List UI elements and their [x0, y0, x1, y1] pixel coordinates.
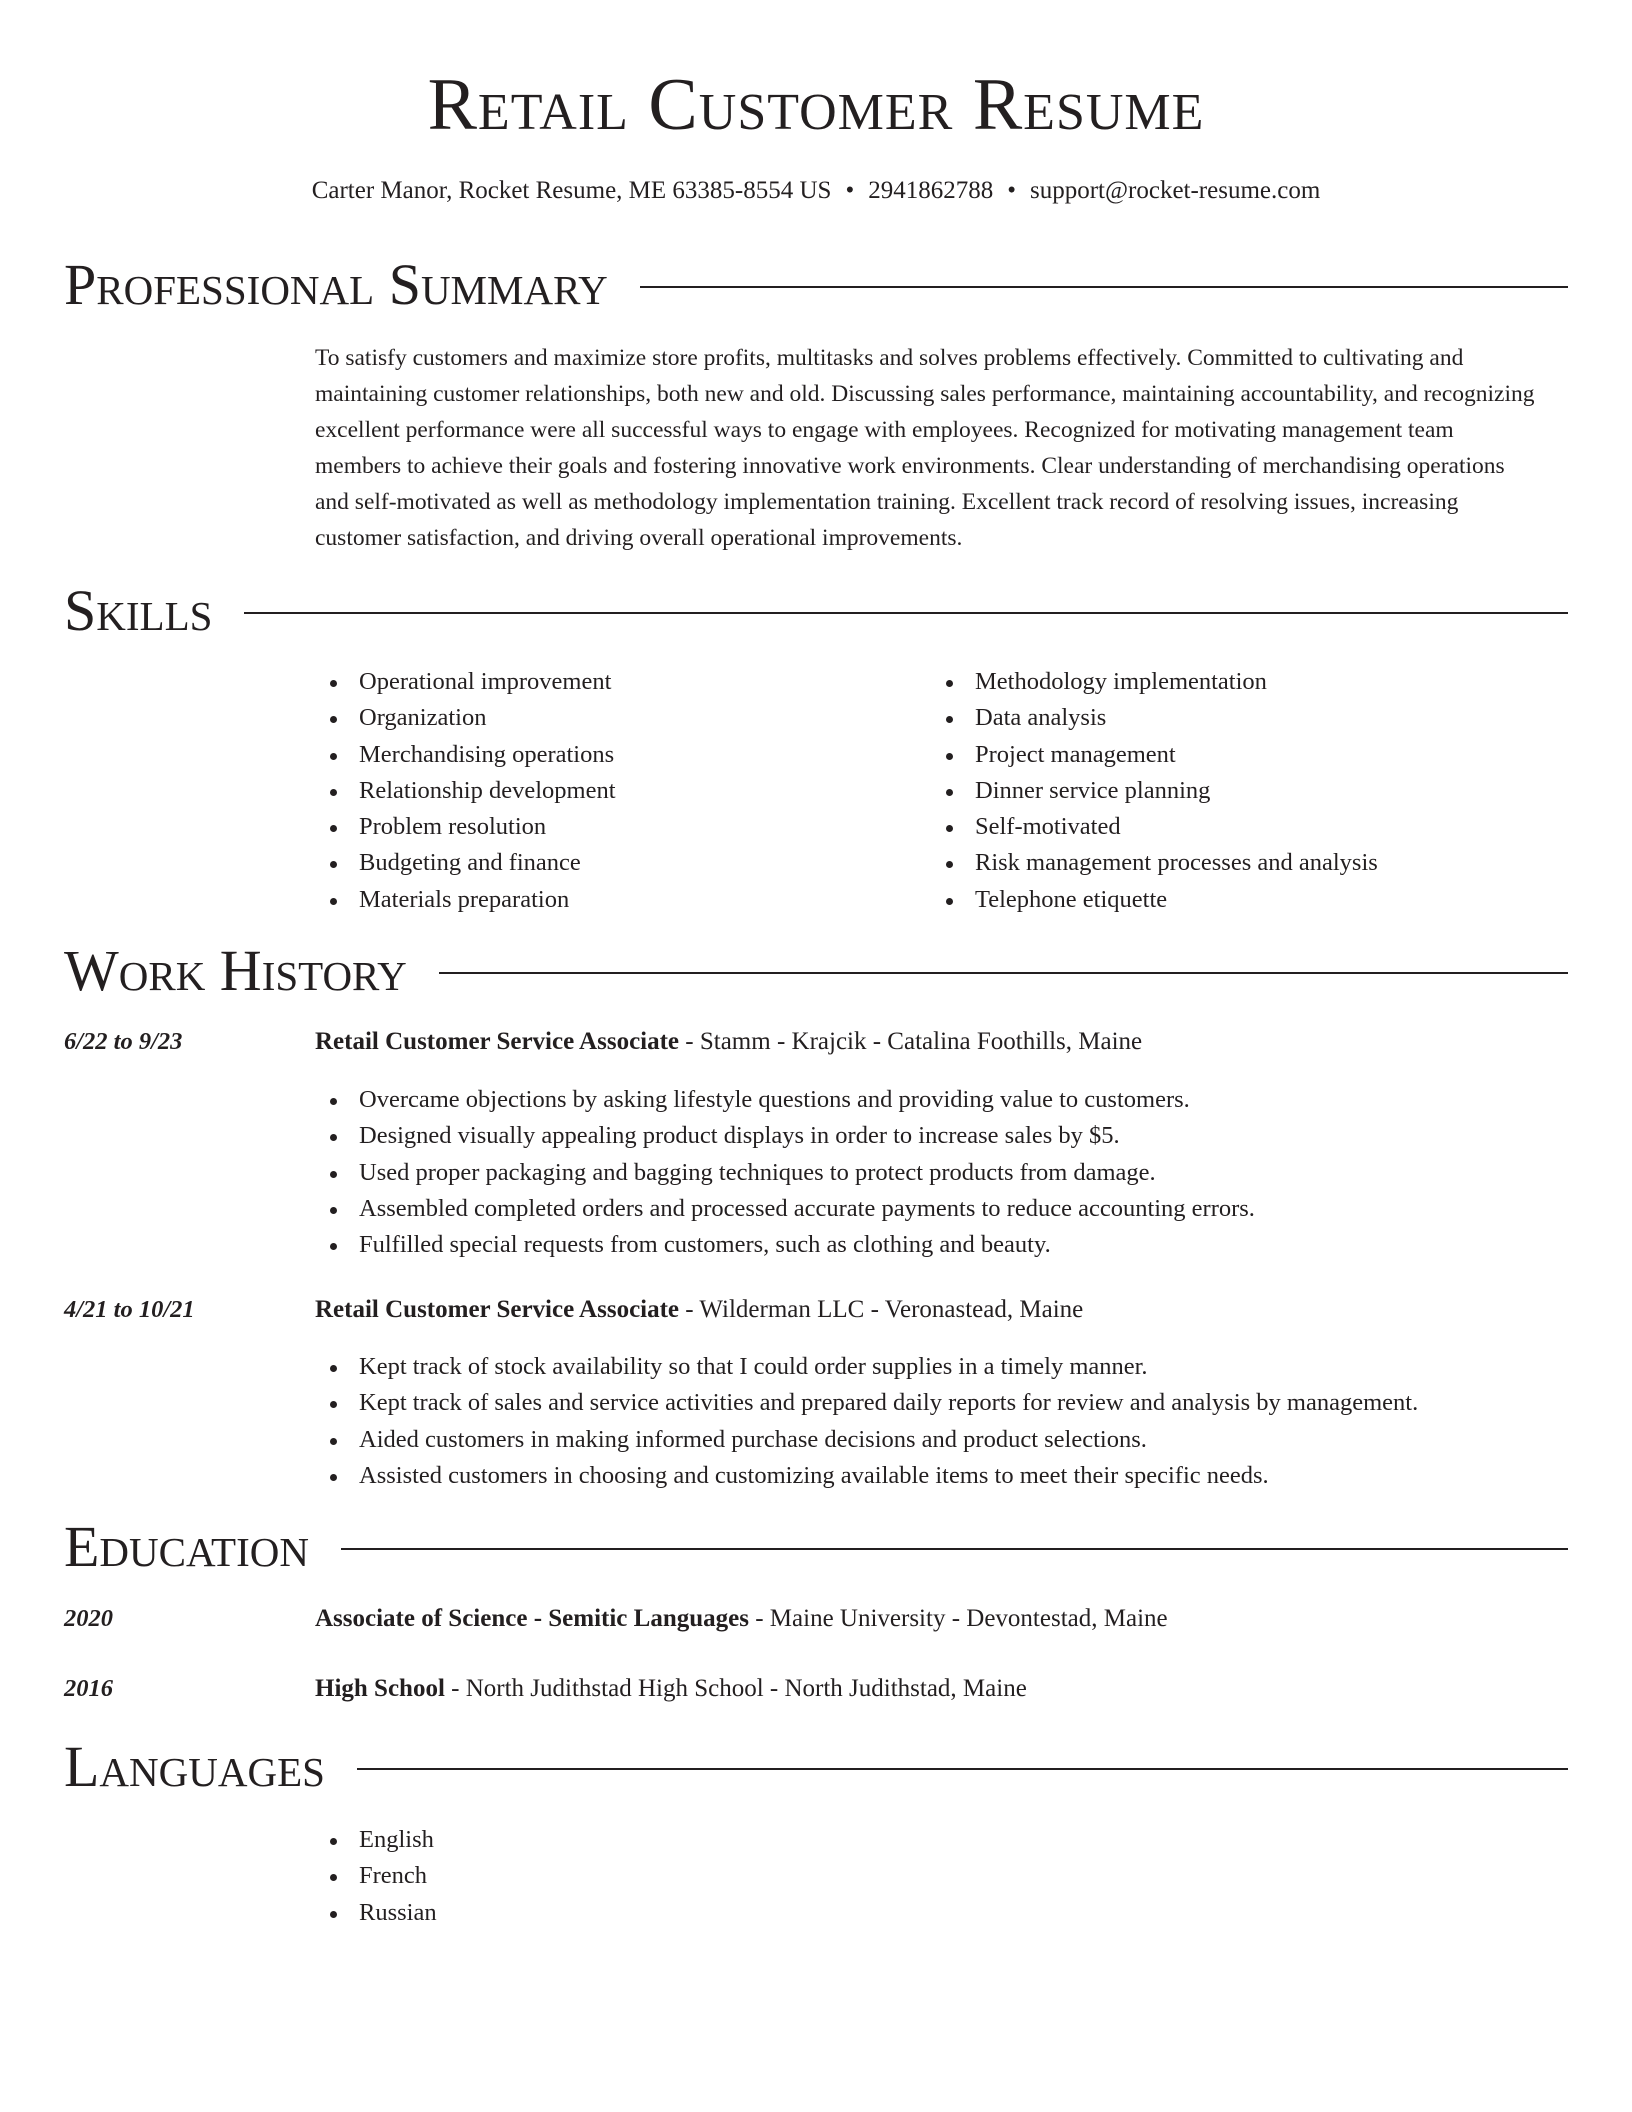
job-bullets [315, 1349, 1565, 1494]
skill-item: Project management [931, 737, 1571, 773]
education-degree: Associate of Science - Semitic Languages [315, 1605, 749, 1632]
section-title-work: Work History [64, 938, 407, 1003]
skill-item: Operational improvement [315, 664, 915, 700]
skill-item: Data analysis [931, 700, 1571, 736]
language-item: French [315, 1858, 1565, 1894]
skill-item: Methodology implementation [931, 664, 1571, 700]
job-employer: - Wilderman LLC - Veronastead, Maine [679, 1296, 1084, 1323]
job-bullet: Used proper packaging and bagging techniques to protect products from damage. [315, 1155, 1565, 1191]
contact-separator: • [1007, 177, 1016, 204]
section-divider [244, 612, 1568, 614]
skill-item: Organization [315, 700, 915, 736]
education-school: - North Judithstad High School - North Judithstad, Maine [444, 1675, 1027, 1702]
skill-item: Budgeting and finance [315, 845, 915, 881]
contact-phone: 2941862788 [868, 177, 994, 204]
section-title-summary: Professional Summary [64, 252, 608, 317]
skill-item: Relationship development [315, 773, 915, 809]
job-bullet: Overcame objections by asking lifestyle questions and providing value to customers. [315, 1082, 1565, 1118]
job-employer: - Stamm - Krajcik - Catalina Foothills, Maine [679, 1028, 1143, 1055]
language-item: Russian [315, 1895, 1565, 1931]
section-divider [439, 972, 1568, 974]
language-item: English [315, 1822, 1565, 1858]
section-header-work [64, 940, 1568, 1002]
education-degree: High School [315, 1675, 445, 1702]
job-title: Retail Customer Service Associate [315, 1296, 680, 1323]
contact-address: Carter Manor, Rocket Resume, ME 63385-8554 US [311, 177, 832, 204]
section-divider [341, 1548, 1568, 1550]
job-bullet: Fulfilled special requests from customers, such as clothing and beauty. [315, 1227, 1565, 1263]
education-entry [315, 1671, 1027, 1707]
skill-item: Telephone etiquette [931, 882, 1571, 918]
resume-title: Retail Customer Resume [427, 64, 1205, 146]
job-title: Retail Customer Service Associate [315, 1028, 680, 1055]
section-divider [357, 1768, 1568, 1770]
section-header-languages [64, 1736, 1568, 1798]
job-heading [315, 1024, 1142, 1060]
contact-separator: • [845, 177, 855, 204]
education-entry [315, 1601, 1168, 1637]
skill-item: Merchandising operations [315, 737, 915, 773]
job-dates: 6/22 to 9/23 [64, 1028, 183, 1055]
job-bullet: Kept track of stock availability so that I could order supplies in a timely manner. [315, 1349, 1565, 1385]
job-bullet: Designed visually appealing product displays in order to increase sales by $5. [315, 1118, 1565, 1154]
job-heading [315, 1292, 1083, 1328]
languages-list [315, 1822, 1565, 1931]
education-year: 2016 [64, 1675, 113, 1702]
section-header-summary [64, 254, 1568, 316]
job-bullet: Assembled completed orders and processed accurate payments to reduce accounting errors. [315, 1191, 1565, 1227]
education-year: 2020 [64, 1605, 113, 1632]
skills-list-right [931, 664, 1571, 918]
contact-line [0, 176, 1632, 206]
section-title-education: Education [64, 1514, 309, 1579]
job-bullets [315, 1082, 1565, 1263]
skill-item: Dinner service planning [931, 773, 1571, 809]
section-divider [640, 286, 1568, 288]
skill-item: Problem resolution [315, 809, 915, 845]
job-bullet: Aided customers in making informed purchase decisions and product selections. [315, 1422, 1565, 1458]
skills-list-left [315, 664, 915, 918]
job-bullet: Assisted customers in choosing and customizing available items to meet their specific needs. [315, 1458, 1565, 1494]
education-school: - Maine University - Devontestad, Maine [748, 1605, 1168, 1632]
skill-item: Self-motivated [931, 809, 1571, 845]
job-dates: 4/21 to 10/21 [64, 1296, 195, 1323]
section-title-languages: Languages [64, 1734, 325, 1799]
job-bullet: Kept track of sales and service activities and prepared daily reports for review and analysis by management. [315, 1385, 1565, 1421]
skill-item: Risk management processes and analysis [931, 845, 1571, 881]
section-title-skills: Skills [64, 578, 213, 643]
contact-email: support@rocket-resume.com [1030, 177, 1321, 204]
skill-item: Materials preparation [315, 882, 915, 918]
section-header-skills [64, 580, 1568, 642]
summary-text: To satisfy customers and maximize store profits, multitasks and solves problems effectively. Committed to cultivating and maintaining customer relationships, both new and old. Discussing sales performance, maintaining accountability, and recognizing excellent performance were all successful ways to engage with employees. Recognized for motivating management team members to achieve their goals and fostering innovative work environments. Clear understanding of merchandising operations and self-motivated as well as methodology implementation training. Excellent track record of resolving issues, increasing customer satisfaction, and driving overall operational improvements. [315, 345, 1535, 551]
section-header-education [64, 1516, 1568, 1578]
